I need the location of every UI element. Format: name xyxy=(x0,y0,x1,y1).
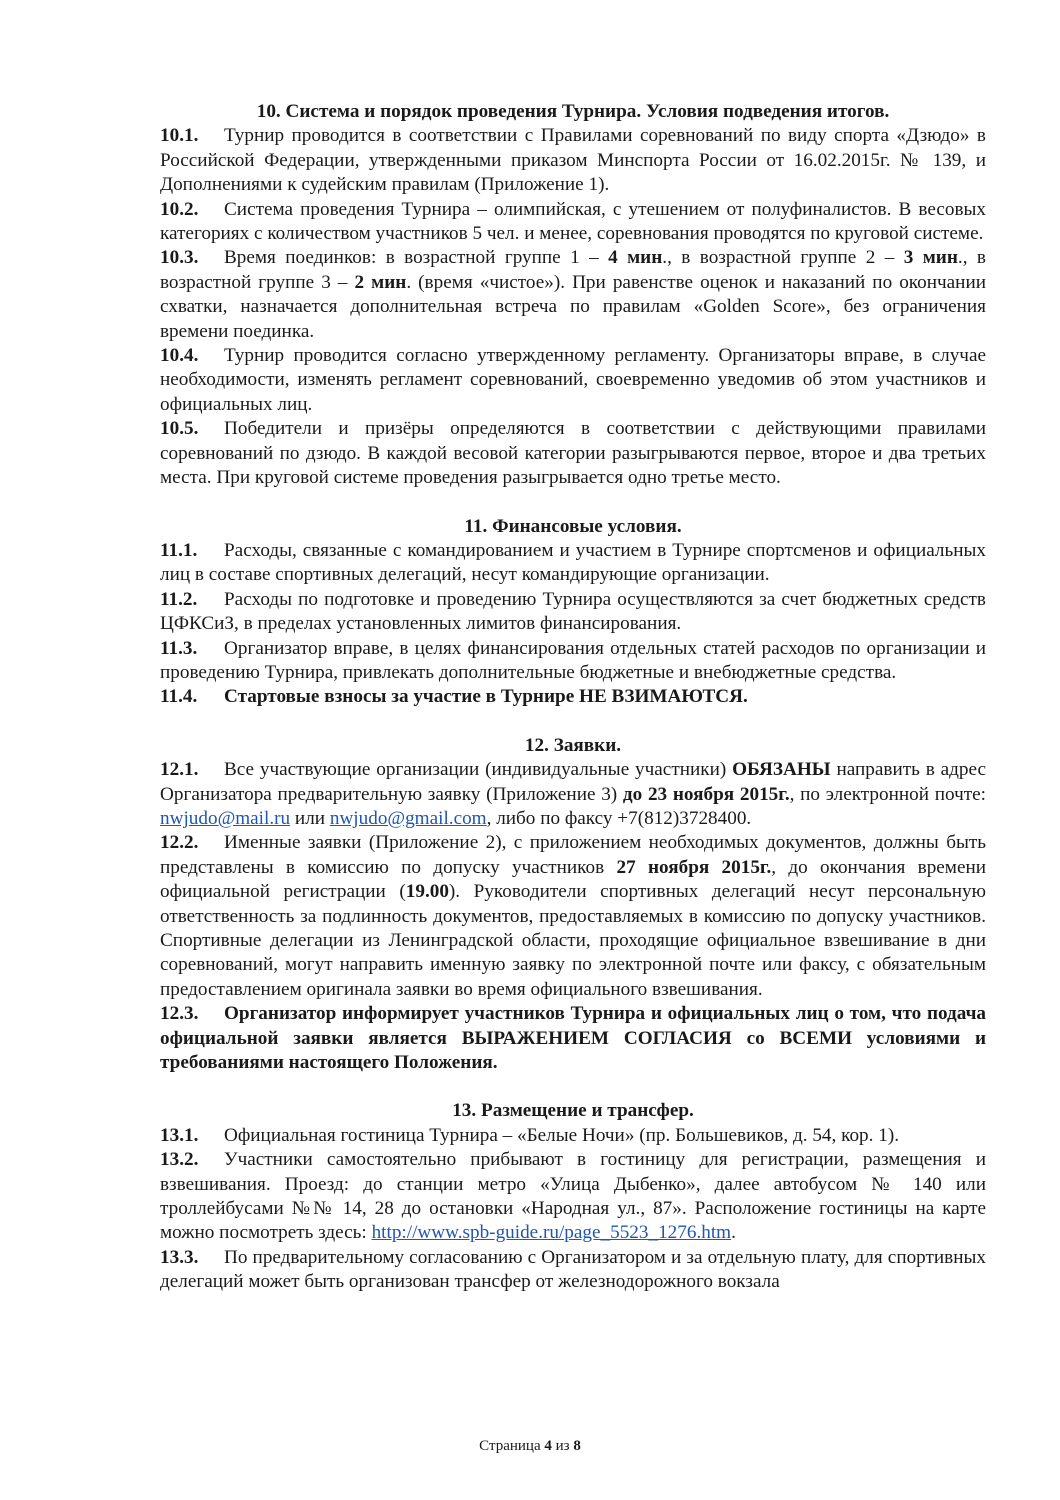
section-10-title: 10. Система и порядок проведения Турнира. Условия подведения итогов. xyxy=(256,101,890,122)
email-link-mail-ru[interactable]: nwjudo@mail.ru xyxy=(160,807,291,829)
paragraph-12-2: 12.2. Именные заявки (Приложение 2), с приложением необходимых документов, должны быть представлены в комиссию по допуску участников 27 ноября 2015г., до окончания времени официальной регистрации (19.00). Руководители спортивных делегаций несут персональную ответственность за подлинность документов, предоставляемых в комиссию по допуску участников. Спортивные делегации из Ленинградской области, проходящие официальное взвешивание в дни соревнований, могут направить именную заявку по электронной почте или факсу, с обязательным предоставлением оригинала заявки во время официального взвешивания. xyxy=(160,832,987,1000)
document-page xyxy=(160,100,986,1295)
section-13-title: 13. Размещение и трансфер. xyxy=(452,1100,694,1122)
paragraph-10-1: 10.1. Турнир проводится в соответствии с Правилами соревнований по виду спорта «Дзюдо» в Российской Федерации, утвержденными приказом Минспорта России от 16.02.2015г. № 139, и Дополнениями к судейским правилам (Приложение 1). xyxy=(160,125,986,196)
paragraph-12-3: 12.3. Организатор информирует участников Турнира и официальных лиц о том, что подача официальной заявки является ВЫРАЖЕНИЕМ СОГЛАСИЯ со ВСЕМИ условиями и требованиями настоящего Положения. xyxy=(160,1003,986,1074)
paragraph-12-1: 12.1. Все участвующие организации (индивидуальные участники) ОБЯЗАНЫ направить в адрес Организатора предварительную заявку (Приложение 3) до 23 ноября 2015г., по электронной почте: nwjudo@mail.ru или nwjudo@gmail.com, либо по факсу +7(812)3728400. xyxy=(160,759,986,829)
hotel-map-link[interactable]: http://www.spb-guide.ru/page_5523_1276.htm xyxy=(371,1222,732,1244)
section-12-title: 12. Заявки. xyxy=(524,734,622,756)
current-page-number: 4 xyxy=(544,1438,552,1454)
page-footer: Страница 4 из 8 xyxy=(479,1438,581,1454)
paragraph-13-1: 13.1. Официальная гостиница Турнира – «Белые Ночи» (пр. Большевиков, д. 54, кор. 1). xyxy=(160,1124,900,1146)
paragraph-11-2: 11.2. Расходы по подготовке и проведению Турнира осуществляются за счет бюджетных средств ЦФКСиЗ, в пределах установленных лимитов финансирования. xyxy=(160,588,986,635)
paragraph-11-1: 11.1. Расходы, связанные с командированием и участием в Турнире спортсменов и официальных лиц в составе спортивных делегаций, несут командирующие организации. xyxy=(160,539,986,586)
paragraph-10-5: 10.5. Победители и призёры определяются в соответствии с действующими правилами соревнований по дзюдо. В каждой весовой категории разыгрываются первое, второе и два третьих места. При круговой системе проведения разыгрывается одно третье место. xyxy=(160,418,986,489)
paragraph-10-3: 10.3. Время поединков: в возрастной группе 1 – 4 мин., в возрастной группе 2 – 3 мин., в возрастной группе 3 – 2 мин. (время «чистое»). При равенстве оценок и наказаний по окончании схватки, назначается дополнительная встреча по правилам «Golden Score», без ограничения времени поединка. xyxy=(160,247,986,342)
total-pages-number: 8 xyxy=(573,1438,581,1454)
paragraph-11-3: 11.3. Организатор вправе, в целях финансирования отдельных статей расходов по организации и проведению Турнира, привлекать дополнительные бюджетные и внебюджетные средства. xyxy=(160,637,986,683)
paragraph-13-2: 13.2. Участники самостоятельно прибывают в гостиницу для регистрации, размещения и взвешивания. Проезд: до станции метро «Улица Дыбенко», далее автобусом № 140 или троллейбусами №№ 14, 28 до остановки «Народная ул., 87». Расположение гостиницы на карте можно посмотреть здесь: http://www.spb-guide.ru/page_5523_1276.htm. xyxy=(160,1149,986,1244)
email-link-gmail[interactable]: nwjudo@gmail.com xyxy=(329,807,487,829)
paragraph-10-4: 10.4. Турнир проводится согласно утвержденному регламенту. Организаторы вправе, в случае необходимости, изменять регламент соревнований, своевременно уведомив об этом участников и официальных лиц. xyxy=(160,345,986,415)
section-11-title: 11. Финансовые условия. xyxy=(464,515,682,537)
paragraph-13-3: 13.3. По предварительному согласованию с Организатором и за отдельную плату, для спортивных делегаций может быть организован трансфер от железнодорожного вокзала xyxy=(160,1246,986,1293)
paragraph-11-4: 11.4. Стартовые взносы за участие в Турнире НЕ ВЗИМАЮТСЯ. xyxy=(160,686,748,708)
paragraph-10-2: 10.2. Система проведения Турнира – олимпийская, с утешением от полуфиналистов. В весовых категориях с количеством участников 5 чел. и менее, соревнования проводятся по круговой системе. xyxy=(160,198,986,245)
